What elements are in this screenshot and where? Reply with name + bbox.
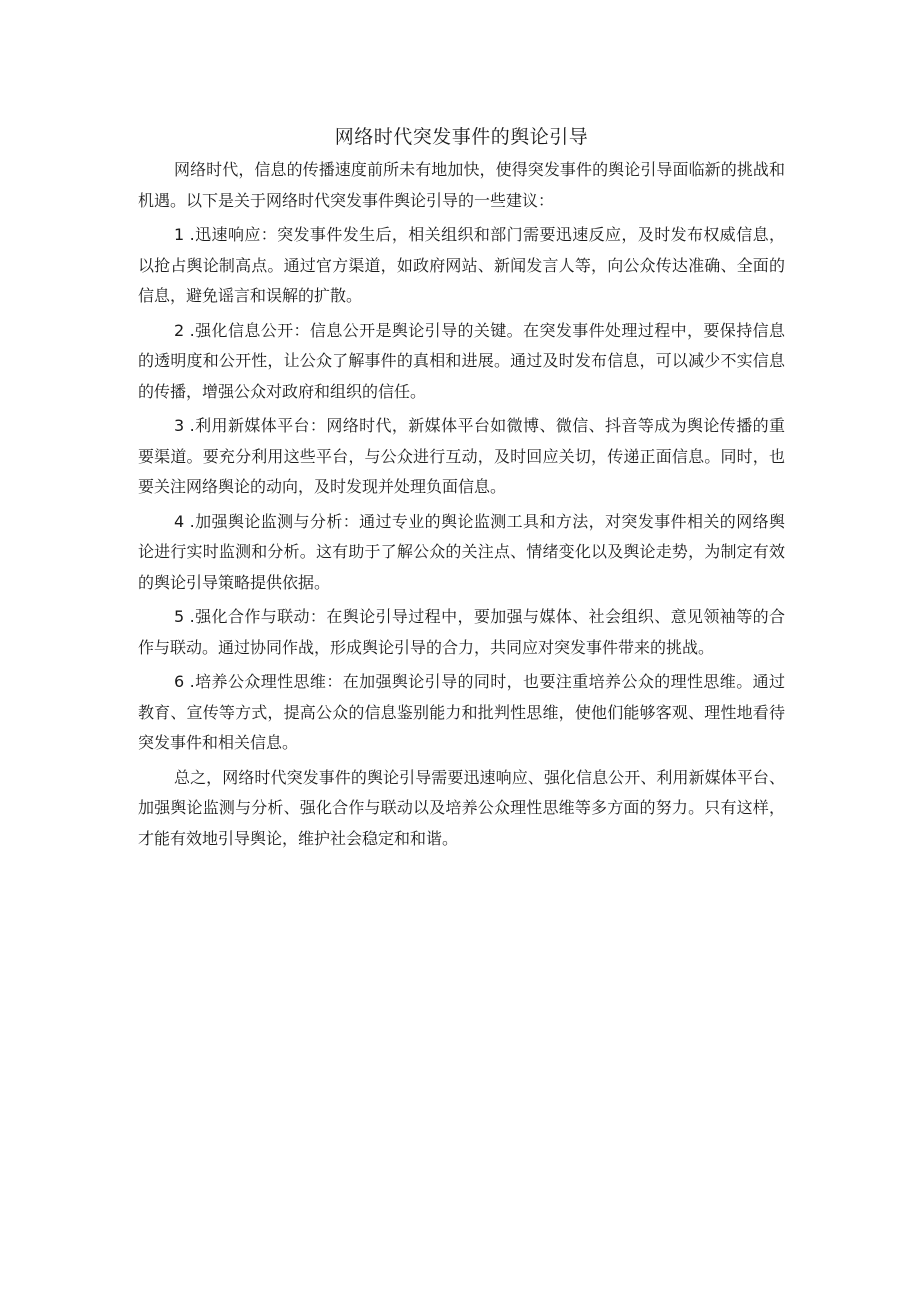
item-number: 1 [174,225,185,244]
document-title: 网络时代突发事件的舆论引导 [334,126,589,148]
item-text: .加强舆论监测与分析：通过专业的舆论监测工具和方法，对突发事件相关的网络舆论进行实时监测和分析。这有助于了解公众的关注点、情绪变化以及舆论走势，为制定有效的舆论引导策略提供依据。 [138,511,785,592]
list-item [138,220,785,312]
document-body [138,121,785,858]
list-item [138,507,785,599]
item-number: 5 [174,607,185,626]
list-item [138,667,785,759]
intro-paragraph: 网络时代，信息的传播速度前所未有地加快，使得突发事件的舆论引导面临新的挑战和机遇。以下是关于网络时代突发事件舆论引导的一些建议： [138,160,785,210]
list-item [138,602,785,663]
item-text: .强化信息公开：信息公开是舆论引导的关键。在突发事件处理过程中，要保持信息的透明度和公开性，让公众了解事件的真相和进展。通过及时发布信息，可以减少不实信息的传播，增强公众对政府和组织的信任。 [138,320,785,401]
item-number: 3 [174,416,185,435]
item-number: 6 [174,672,185,691]
item-number: 2 [174,320,185,340]
item-text: .利用新媒体平台：网络时代，新媒体平台如微博、微信、抖音等成为舆论传播的重要渠道。要充分利用这些平台，与公众进行互动，及时回应关切，传递正面信息。同时，也要关注网络舆论的动向，及时发现并处理负面信息。 [138,416,785,496]
item-text: .强化合作与联动：在舆论引导过程中，要加强与媒体、社会组织、意见领袖等的合作与联动。通过协同作战，形成舆论引导的合力，共同应对突发事件带来的挑战。 [138,607,785,657]
list-item [138,411,785,503]
item-text: .培养公众理性思维：在加强舆论引导的同时，也要注重培养公众的理性思维。通过教育、宣传等方式，提高公众的信息鉴别能力和批判性思维，使他们能够客观、理性地看待突发事件和相关信息。 [138,672,785,752]
conclusion-paragraph: 总之，网络时代突发事件的舆论引导需要迅速响应、强化信息公开、利用新媒体平台、加强舆论监测与分析、强化合作与联动以及培养公众理性思维等多方面的努力。只有这样，才能有效地引导舆论，维护社会稳定和和谐。 [138,767,785,848]
list-item [138,316,785,408]
item-number: 4 [174,511,185,531]
item-text: .迅速响应：突发事件发生后，相关组织和部门需要迅速反应，及时发布权威信息，以抢占舆论制高点。通过官方渠道，如政府网站、新闻发言人等，向公众传达准确、全面的信息，避免谣言和误解的扩散。 [138,225,785,305]
